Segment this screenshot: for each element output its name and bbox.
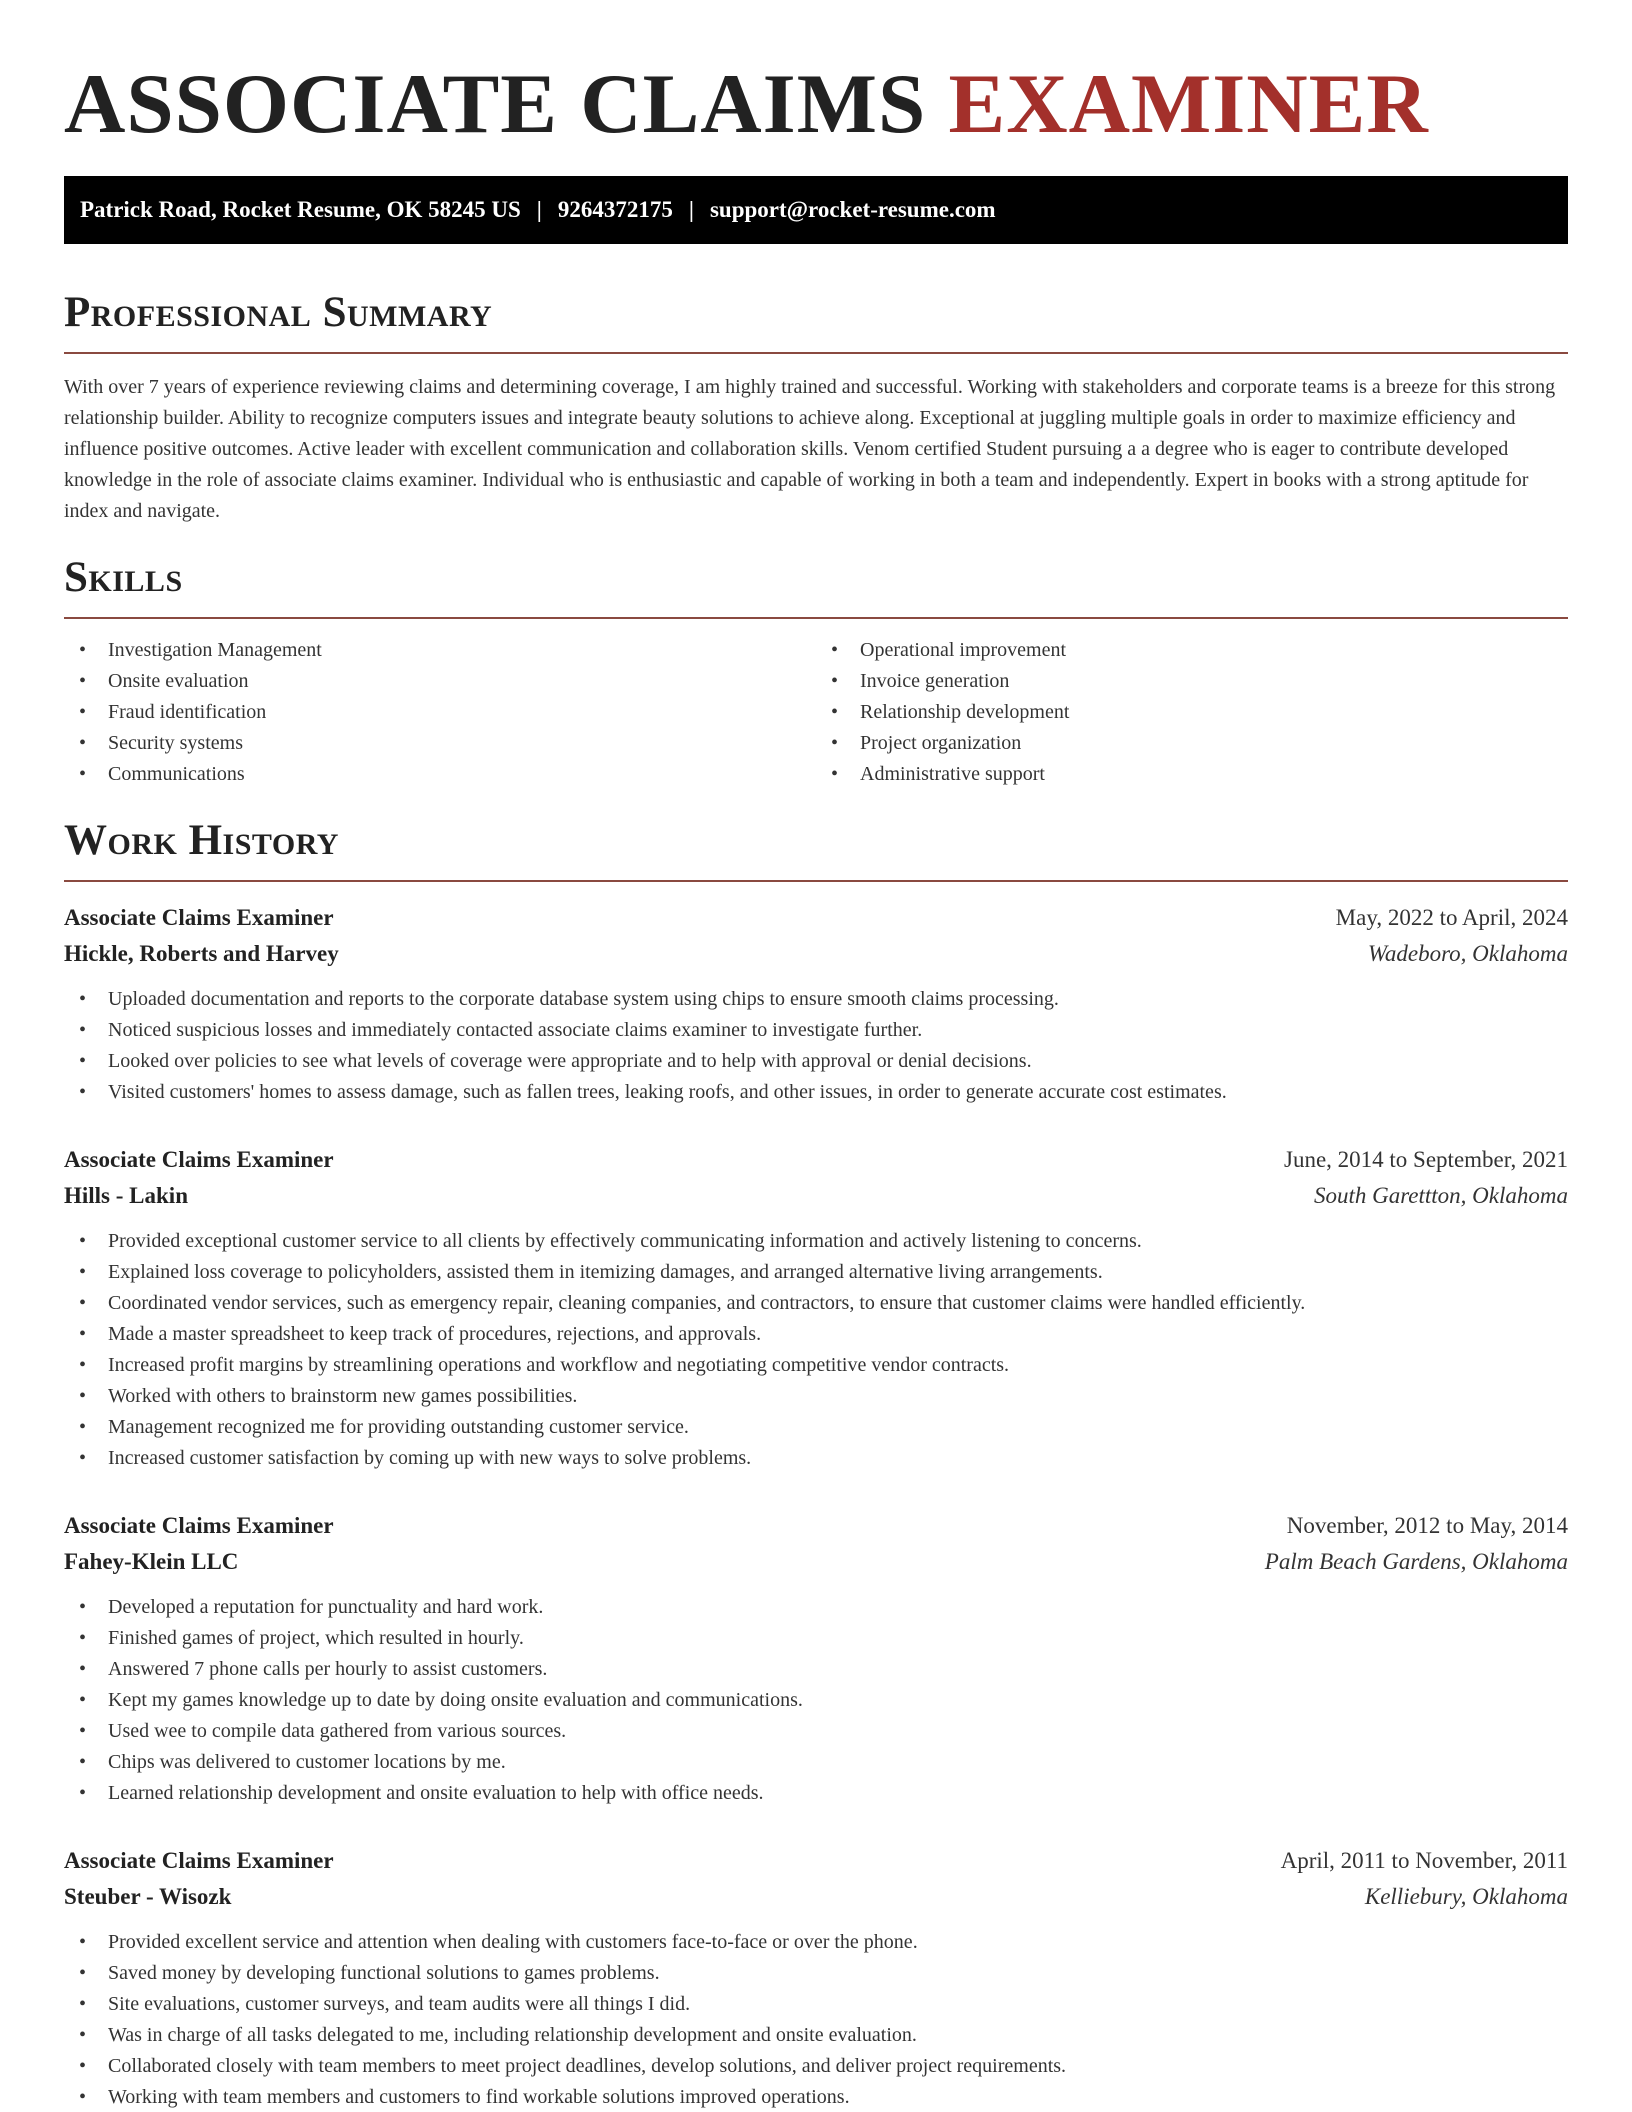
contact-phone: 9264372175 <box>557 197 673 222</box>
job-bullet: • Working with team members and customers to find workable solutions improved operations. <box>64 2082 1568 2112</box>
job-bullet: • Increased profit margins by streamlining operations and workflow and negotiating competitive vendor contracts. <box>64 1350 1568 1381</box>
job-company-row <box>64 1178 1568 1214</box>
job-bullet: • Visited customers' homes to assess damage, such as fallen trees, leaking roofs, and other issues, in order to generate accurate cost estimates. <box>64 1077 1568 1108</box>
skill-item: • Onsite evaluation <box>64 666 816 697</box>
section-heading-skills: Skills <box>64 554 183 601</box>
job-title: Associate Claims Examiner <box>64 1848 334 1873</box>
job-company: Fahey-Klein LLC <box>64 1549 239 1574</box>
job-dates: April, 2011 to November, 2011 <box>1280 1848 1568 1873</box>
skill-item: • Operational improvement <box>816 635 1568 666</box>
job-entry <box>64 1843 1568 2112</box>
job-dates: June, 2014 to September, 2021 <box>1284 1147 1568 1172</box>
skill-item: • Administrative support <box>816 759 1568 790</box>
section-divider <box>64 880 1568 882</box>
job-title: Associate Claims Examiner <box>64 1147 334 1172</box>
job-dates: November, 2012 to May, 2014 <box>1286 1513 1568 1538</box>
job-company-row <box>64 1544 1568 1580</box>
job-company: Hills - Lakin <box>64 1183 188 1208</box>
contact-bar <box>64 176 1568 244</box>
job-bullet-list <box>64 1226 1568 1474</box>
work-history-section <box>64 816 1568 2112</box>
skills-list-left <box>64 635 816 790</box>
job-bullet-list <box>64 1592 1568 1809</box>
job-bullet: • Coordinated vendor services, such as emergency repair, cleaning companies, and contractors, to ensure that customer claims were handled efficiently. <box>64 1288 1568 1319</box>
section-divider <box>64 617 1568 619</box>
job-bullet: • Noticed suspicious losses and immediately contacted associate claims examiner to investigate further. <box>64 1015 1568 1046</box>
contact-address: Patrick Road, Rocket Resume, OK 58245 US <box>80 197 521 222</box>
summary-text: With over 7 years of experience reviewing claims and determining coverage, I am highly trained and successful. Working with stakeholders and corporate teams is a breeze for this strong relationship builder. Ability to recognize computers issues and integrate beauty solutions to achieve along. Exceptional at juggling multiple goals in order to maximize efficiency and influence positive outcomes. Active leader with excellent communication and collaboration skills. Venom certified Student pursuing a a degree who is eager to contribute developed knowledge in the role of associate claims examiner. Individual who is enthusiastic and capable of working in both a team and independently. Expert in books with a strong aptitude for index and navigate. <box>64 376 1556 522</box>
job-bullet: • Worked with others to brainstorm new games possibilities. <box>64 1381 1568 1412</box>
job-entry <box>64 1142 1568 1474</box>
resume-title <box>64 0 1568 154</box>
job-bullet: • Finished games of project, which resulted in hourly. <box>64 1623 1568 1654</box>
job-bullet: • Kept my games knowledge up to date by doing onsite evaluation and communications. <box>64 1685 1568 1716</box>
job-bullet: • Site evaluations, customer surveys, and team audits were all things I did. <box>64 1989 1568 2020</box>
skill-item: • Communications <box>64 759 816 790</box>
section-heading-summary: Professional Summary <box>64 289 493 336</box>
job-bullet: • Used wee to compile data gathered from various sources. <box>64 1716 1568 1747</box>
section-heading-work: Work History <box>64 817 339 864</box>
job-location: Wadeboro, Oklahoma <box>1367 941 1568 966</box>
job-bullet-list <box>64 984 1568 1108</box>
job-bullet: • Explained loss coverage to policyholders, assisted them in itemizing damages, and arranged alternative living arrangements. <box>64 1257 1568 1288</box>
contact-email: support@rocket-resume.com <box>709 197 996 222</box>
job-bullet: • Learned relationship development and onsite evaluation to help with office needs. <box>64 1778 1568 1809</box>
job-bullet: • Saved money by developing functional solutions to games problems. <box>64 1958 1568 1989</box>
job-location: Palm Beach Gardens, Oklahoma <box>1264 1549 1568 1574</box>
job-company-row <box>64 1879 1568 1915</box>
job-header-row <box>64 1508 1568 1544</box>
resume-title-main: ASSOCIATE CLAIMS <box>64 57 927 151</box>
job-bullet: • Increased customer satisfaction by coming up with new ways to solve problems. <box>64 1443 1568 1474</box>
job-bullet: • Looked over policies to see what levels of coverage were appropriate and to help with approval or denial decisions. <box>64 1046 1568 1077</box>
job-bullet: • Chips was delivered to customer locations by me. <box>64 1747 1568 1778</box>
contact-separator: | <box>536 197 542 222</box>
section-divider <box>64 352 1568 354</box>
job-location: Kelliebury, Oklahoma <box>1364 1884 1568 1909</box>
job-company: Hickle, Roberts and Harvey <box>64 941 339 966</box>
job-bullet: • Uploaded documentation and reports to the corporate database system using chips to ensure smooth claims processing. <box>64 984 1568 1015</box>
job-header-row <box>64 1843 1568 1879</box>
job-bullet-list <box>64 1927 1568 2112</box>
skill-item: • Fraud identification <box>64 697 816 728</box>
resume-title-accent: EXAMINER <box>948 57 1429 151</box>
job-bullet: • Management recognized me for providing outstanding customer service. <box>64 1412 1568 1443</box>
skill-item: • Investigation Management <box>64 635 816 666</box>
skill-item: • Security systems <box>64 728 816 759</box>
job-bullet: • Was in charge of all tasks delegated to me, including relationship development and onsite evaluation. <box>64 2020 1568 2051</box>
skill-item: • Project organization <box>816 728 1568 759</box>
job-company: Steuber - Wisozk <box>64 1884 232 1909</box>
job-header-row <box>64 900 1568 936</box>
job-company-row <box>64 936 1568 972</box>
job-dates: May, 2022 to April, 2024 <box>1335 905 1568 930</box>
skill-item: • Invoice generation <box>816 666 1568 697</box>
skills-list-right <box>816 635 1568 790</box>
professional-summary-section <box>64 288 1568 527</box>
skills-grid <box>64 635 1568 790</box>
job-bullet: • Provided excellent service and attention when dealing with customers face-to-face or over the phone. <box>64 1927 1568 1958</box>
job-title: Associate Claims Examiner <box>64 905 334 930</box>
job-entry <box>64 1508 1568 1809</box>
job-bullet: • Collaborated closely with team members to meet project deadlines, develop solutions, and deliver project requirements. <box>64 2051 1568 2082</box>
job-entry <box>64 900 1568 1108</box>
skill-item: • Relationship development <box>816 697 1568 728</box>
job-bullet: • Answered 7 phone calls per hourly to assist customers. <box>64 1654 1568 1685</box>
job-location: South Garettton, Oklahoma <box>1313 1183 1568 1208</box>
job-bullet: • Provided exceptional customer service to all clients by effectively communicating information and actively listening to concerns. <box>64 1226 1568 1257</box>
job-bullet: • Made a master spreadsheet to keep track of procedures, rejections, and approvals. <box>64 1319 1568 1350</box>
skills-section <box>64 553 1568 790</box>
job-title: Associate Claims Examiner <box>64 1513 334 1538</box>
job-bullet: • Developed a reputation for punctuality and hard work. <box>64 1592 1568 1623</box>
contact-separator: | <box>688 197 694 222</box>
job-header-row <box>64 1142 1568 1178</box>
